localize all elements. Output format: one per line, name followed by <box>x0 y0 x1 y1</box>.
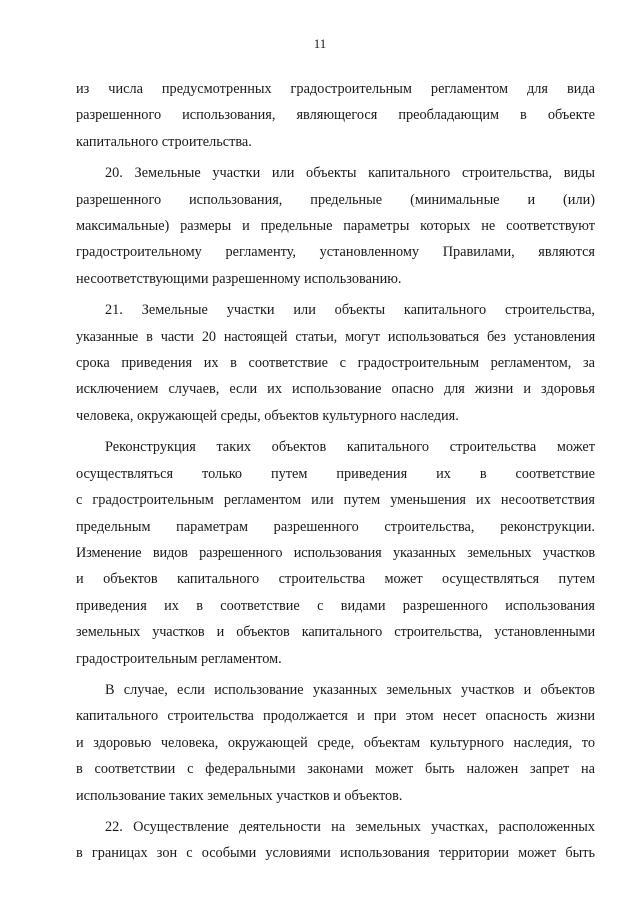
document-body <box>76 76 595 872</box>
text-line: осуществляться только путем приведения их в соответствие <box>76 465 595 482</box>
text-line: земельных участков и объектов капитального строительства, установленными <box>76 624 595 641</box>
paragraph-danger-case <box>76 677 595 809</box>
text-line: исключением случаев, если их использование опасно для жизни и здоровья <box>76 381 595 398</box>
text-line: разрешенного использования, предельные (минимальные и (или) <box>76 191 595 208</box>
text-line: Реконструкция таких объектов капитального строительства может <box>105 439 595 456</box>
text-line: капитального строительства продолжается и при этом несет опасность жизни <box>76 708 595 725</box>
text-line: максимальные) размеры и предельные параметры которых не соответствуют <box>76 218 595 235</box>
text-line: 20. Земельные участки или объекты капитального строительства, виды <box>105 165 595 182</box>
text-line: и объектов капитального строительства может осуществляться путем <box>76 571 595 588</box>
text-line: использование таких земельных участков и объектов. <box>76 787 403 804</box>
text-line: 21. Земельные участки или объекты капитального строительства, <box>105 302 595 319</box>
text-line: указанные в части 20 настоящей статьи, могут использоваться без установления <box>76 328 595 345</box>
paragraph-reconstruction <box>76 434 595 672</box>
text-line: в соответствии с федеральными законами может быть наложен запрет на <box>76 761 595 778</box>
page-number: 11 <box>313 36 327 51</box>
text-line: в границах зон с особыми условиями использования территории может быть <box>76 845 595 862</box>
paragraph-item-22 <box>76 814 595 867</box>
text-line: и здоровью человека, окружающей среде, объектам культурного наследия, то <box>76 734 595 751</box>
text-line: с градостроительным регламентом или путем уменьшения их несоответствия <box>76 492 595 509</box>
text-line: градостроительному регламенту, установленному Правилами, являются <box>76 244 595 261</box>
text-line: разрешенного использования, являющегося преобладающим в объекте <box>76 107 595 124</box>
paragraph-continuation <box>76 76 595 155</box>
paragraph-item-20 <box>76 160 595 292</box>
text-line: человека, окружающей среды, объектов культурного наследия. <box>76 407 459 424</box>
text-line: приведения их в соответствие с видами разрешенного использования <box>76 597 595 614</box>
text-line: капитального строительства. <box>76 133 252 150</box>
text-line: Изменение видов разрешенного использования указанных земельных участков <box>76 544 595 561</box>
text-line: градостроительным регламентом. <box>76 650 282 667</box>
text-line: предельным параметрам разрешенного строительства, реконструкции. <box>76 518 595 535</box>
text-line: 22. Осуществление деятельности на земельных участках, расположенных <box>105 818 595 835</box>
text-line: несоответствующими разрешенному использованию. <box>76 270 402 287</box>
paragraph-item-21 <box>76 297 595 429</box>
text-line: из числа предусмотренных градостроительным регламентом для вида <box>76 81 595 97</box>
text-line: срока приведения их в соответствие с градостроительным регламентом, за <box>76 355 595 372</box>
text-line: В случае, если использование указанных земельных участков и объектов <box>105 681 595 698</box>
